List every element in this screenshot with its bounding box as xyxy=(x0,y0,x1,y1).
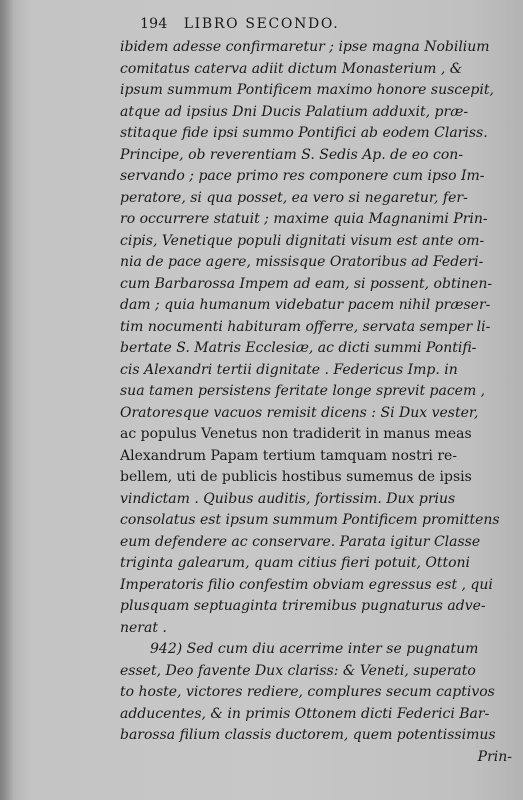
text-line: cum Barbarossa Impem ad eam, si possent, obtinen- xyxy=(120,275,493,292)
text-line: eum defendere ac conservare. Parata igitur Classe xyxy=(120,533,481,550)
text-line: cis Alexandri tertii dignitate . Federicus Imp. in xyxy=(120,361,458,378)
text-line: consolatus est ipsum summum Pontificem promittens xyxy=(120,512,500,528)
catchword: Prin- xyxy=(477,748,512,765)
text-line: stitaque fide ipsi summo Pontifici ab eodem Clariss. xyxy=(120,125,488,141)
text-line: dam ; quia humanum videbatur pacem nihil præser- xyxy=(120,297,491,313)
text-line: tim nocumenti habituram offerre, servata semper li- xyxy=(120,318,491,335)
text-line: ro occurrere statuit ; maxime quia Magnanimi Prin- xyxy=(120,211,488,227)
text-line: triginta galearum, quam citius fieri potuit, Ottoni xyxy=(120,555,471,571)
text-line: atque ad ipsius Dni Ducis Palatium adduxit, præ- xyxy=(120,103,469,120)
text-line: vindictam . Quibus auditis, fortissim. Dux prius xyxy=(120,490,456,507)
text-line: sua tamen persistens feritate longe sprevit pacem , xyxy=(120,383,486,399)
text-line: Principe, ob reverentiam S. Sedis Ap. de eo con- xyxy=(120,146,464,163)
text-line-roman: Alexandrum Papam tertium tamquam nostri re- xyxy=(120,447,458,464)
running-title: LIBRO SECONDO. xyxy=(183,16,340,32)
text-line: Imperatoris filio confestim obviam egressus est , qui xyxy=(120,576,493,593)
body-text xyxy=(120,37,512,768)
text-line: peratore, si qua posset, ea vero si negaretur, fer- xyxy=(120,189,468,206)
page-number: 194 xyxy=(140,16,168,32)
text-line: Oratoresque vacuos remisit dicens : Si Dux vester, xyxy=(120,404,479,421)
text-line: nerat . xyxy=(120,619,167,636)
text-line: esset, Deo favente Dux clariss: & Veneti, superato xyxy=(120,662,476,679)
paragraph-start-line: 942) Sed cum diu acerrime inter se pugnatum xyxy=(150,641,479,657)
text-line: bertate S. Matris Ecclesiæ, ac dicti summi Pontifi- xyxy=(120,340,477,356)
text-line-roman: ac populus Venetus non tradiderit in manus meas xyxy=(120,426,472,442)
text-line: ibidem adesse confirmaretur ; ipse magna Nobilium xyxy=(120,39,490,55)
text-line: cipis, Venetique populi dignitati visum est ante om- xyxy=(120,232,485,249)
running-header xyxy=(140,16,339,32)
text-line: nia de pace agere, missisque Oratoribus ad Federi- xyxy=(120,254,484,270)
text-line: comitatus caterva adiit dictum Monasterium , & xyxy=(120,60,463,77)
text-line: to hoste, victores rediere, complures secum captivos xyxy=(120,684,495,700)
text-line: barossa filium classis ductorem, quem potentissimus xyxy=(120,727,496,743)
text-line: servando ; pace primo res componere cum ipso Im- xyxy=(120,168,485,184)
text-line: adducentes, & in primis Ottonem dicti Federici Bar- xyxy=(120,705,490,722)
text-line-roman: bellem, uti de publicis hostibus sumemus de ipsis xyxy=(120,469,472,485)
gutter-shadow xyxy=(0,0,14,800)
text-line: ipsum summum Pontificem maximo honore suscepit, xyxy=(120,82,494,98)
text-line: plusquam septuaginta triremibus pugnaturus adve- xyxy=(120,598,486,614)
